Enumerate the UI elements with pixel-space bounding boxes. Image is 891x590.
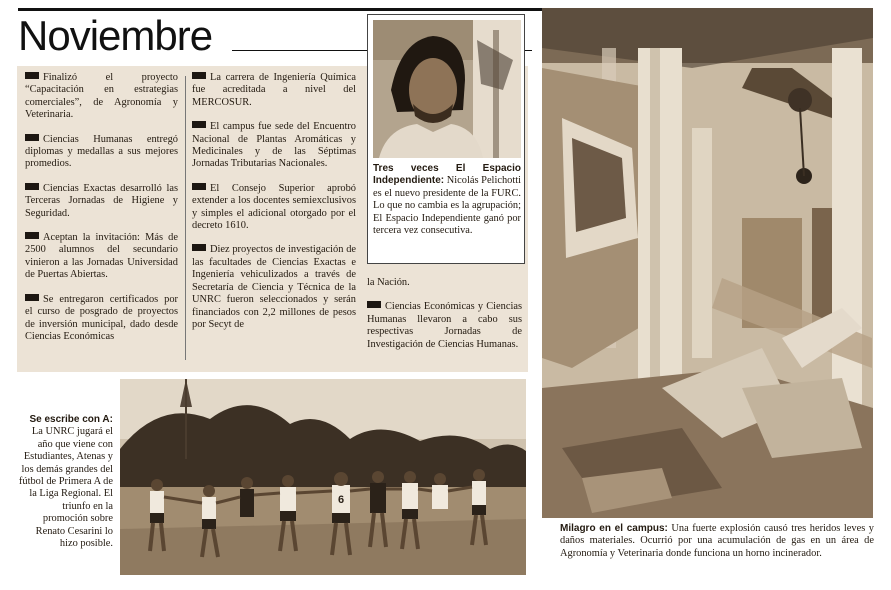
news-column-2 [192, 72, 356, 343]
news-item: El Consejo Superior aprobó extender a los docentes semiexclusivos y simples el adicional otorgado por el decreto 1610. [192, 182, 356, 232]
explosion-image [542, 8, 873, 518]
news-item: Ciencias Económicas y Ciencias Humanas llevaron a cabo sus respectivas Jornadas de Investigación de Ciencias Humanas. [367, 301, 522, 350]
football-photo [120, 379, 526, 575]
news-item: Finalizó el proyecto “Capacitación en estrategias comerciales”, de Agronomía y Veterinaria. [25, 72, 178, 121]
news-item: La carrera de Ingeniería Química fue acreditada a nivel del MERCOSUR. [192, 72, 356, 108]
bullet-square-icon [367, 301, 381, 308]
bullet-square-icon [25, 183, 39, 190]
football-image [120, 379, 526, 575]
portrait-image [373, 20, 521, 158]
news-column-3 [367, 277, 522, 363]
bullet-square-icon [25, 232, 39, 239]
news-item: Aceptan la invitación: Más de 2500 alumnos del secundario vinieron a las Jornadas Universidad de Puertas Abiertas. [25, 232, 178, 281]
bullet-square-icon [192, 183, 206, 190]
bullet-square-icon [192, 121, 206, 128]
bullet-square-icon [192, 244, 206, 251]
news-item-continued: la Nación. [367, 277, 410, 288]
news-item: Diez proyectos de investigación de las facultades de Ciencias Exactas e Ingeniería vehiculizados a través de Secretaría de Ciencia y Técnica de la UNRC fueron seleccionados y serán financiados con 2,2 millones de pesos por Secyt de [192, 244, 356, 330]
bullet-square-icon [25, 134, 39, 141]
portrait-caption: Tres veces El Espacio Independiente: Nicolás Pelichotti es el nuevo presidente de la FURC. Lo que no cambia es la agrupación; El Espacio Independiente ganó por tercera vez consecutiva. [373, 163, 521, 237]
news-item: Ciencias Exactas desarrolló las Terceras Jornadas de Higiene y Seguridad. [25, 182, 178, 219]
bullet-square-icon [192, 72, 206, 79]
shirt-number: 6 [337, 494, 345, 506]
football-caption: Se escribe con A: La UNRC jugará el año que viene con Estudiantes, Atenas y los demás grandes del fútbol de Primera A de la Liga Regional. El triunfo en la promoción sobre Renato Cesarini lo hizo posible. [18, 414, 113, 550]
column-divider [185, 76, 186, 360]
bullet-square-icon [25, 294, 39, 301]
news-column-1 [25, 72, 178, 355]
page-title: Noviembre [18, 12, 213, 59]
bullet-square-icon [25, 72, 39, 79]
explosion-caption: Milagro en el campus: Una fuerte explosión causó tres heridos leves y daños materiales. Ocurrió por una acumulación de gas en un área de Agronomía y Veterinaria donde funciona un horno incinerador. [560, 523, 874, 559]
news-item: El campus fue sede del Encuentro Nacional de Plantas Aromáticas y Medicinales y de las Séptimas Jornadas Tributarias Nacionales. [192, 121, 356, 170]
portrait-photo [373, 20, 521, 158]
news-item: Se entregaron certificados por el curso de posgrado de proyectos de inversión municipal, dado desde Ciencias Económicas [25, 293, 178, 342]
news-item: Ciencias Humanas entregó diplomas y medallas a sus mejores promedios. [25, 133, 178, 170]
explosion-photo [542, 8, 873, 518]
